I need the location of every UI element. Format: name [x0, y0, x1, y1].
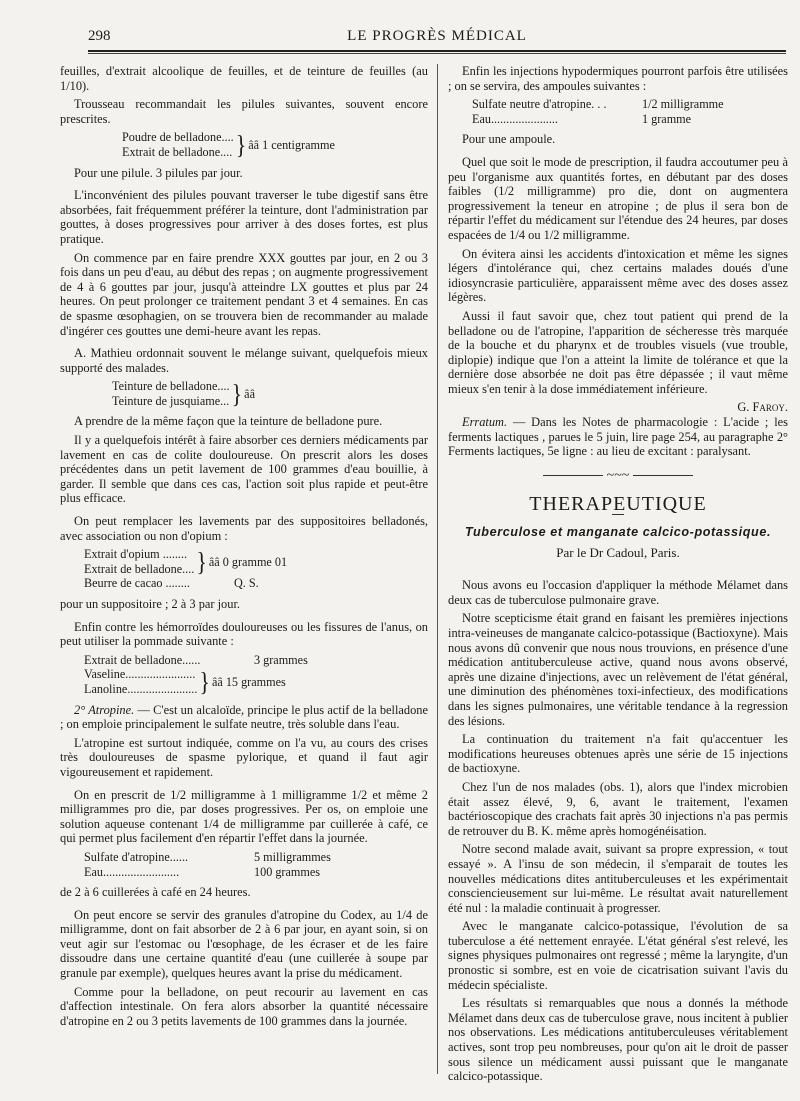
brace-glyph: }: [196, 546, 207, 577]
paragraph: On en prescrit de 1/2 milligramme à 1 milligramme 1/2 et même 2 milligrammes pro die, par doses progressives. Per os, on emploie une solution aqueuse contenant 1/4 de milligramme par cuillerée à café, ce qui permet plus facilement d'en répartir l'effet dans la journée.: [60, 787, 428, 846]
formula-ingredient: Sulfate neutre d'atropine. . .: [472, 97, 607, 112]
prescription-formula: [60, 850, 428, 879]
paragraph: pour un suppositoire ; 2 à 3 par jour.: [60, 597, 240, 611]
journal-title: LE PROGRÈS MÉDICAL: [347, 28, 527, 44]
author-signature: G. Faroy.: [737, 400, 788, 415]
paragraph: Il y a quelquefois intérêt à faire absorber ces derniers médicaments par lavement en cas de colite douloureuse. On prescrit alors les doses précédentes dans un petit lavement de 100 grammes d'eau bouillie, à garder. Il semble que dans ces cas, l'action soit plus rapide et peut-être plus efficace.: [60, 433, 428, 506]
erratum-lead: Erratum.: [462, 415, 508, 430]
left-column: [60, 64, 428, 1032]
page-number: 298: [88, 28, 111, 44]
paragraph: Les résultats si remarquables que nous a donnés la méthode Mélamet dans deux cas de tuberculose grave, nous incitent à publier nos observations. Les médications antituberculeuses véritablement actives, sont trop peu nombreuses, pour qu'on ait le droit de passer sous silence un médicament aussi puissant que le manganate calcico-potassique.: [448, 996, 788, 1084]
paragraph: Enfin contre les hémorroïdes douloureuses ou les fissures de l'anus, on peut utiliser la pommade suivante :: [60, 619, 428, 649]
paragraph: L'inconvénient des pilules pouvant traverser le tube digestif sans être absorbées, fait fréquemment préférer la teinture, dont l'administration par gouttes, à doses progressives pour arriver à des doses fortes, est plus pratique.: [60, 188, 428, 246]
formula-ingredient: Beurre de cacao ........: [84, 576, 190, 591]
paragraph: Comme pour la belladone, on peut recourir au lavement en cas d'affection intestinale. On fera alors absorber la quantité nécessaire d'atropine en 2 ou 3 petits lavements de 100 grammes dans la journée.: [60, 984, 428, 1028]
formula-quantity: 5 milligrammes: [254, 849, 331, 864]
formula-ingredient: Extrait de belladone......: [84, 652, 201, 667]
formula-ingredient: Lanoline.......................: [84, 681, 198, 696]
paragraph: L'atropine est surtout indiquée, comme on l'a vu, au cours des crises très douloureuses de spasme pylorique, et quand il faut agir vigoureusement et rapidement.: [60, 735, 428, 779]
paragraph: Avec le manganate calcico-potassique, l'évolution de sa tuberculose a été nettement enrayée. L'état général s'est relevé, les signes physiques pulmonaires ont regressé ; même la laryngite, d'un pronostic si sombre, est en voie de cicatrisation suivant l'avis du médecin spécialiste.: [448, 919, 788, 992]
paragraph: On peut remplacer les lavements par des suppositoires belladonés, avec association ou non d'opium :: [60, 514, 428, 543]
paragraph: Quel que soit le mode de prescription, il faudra accoutumer peu à peu l'organisme aux quantités fortes, en débutant par des doses faibles (1/2 milligramme) pro die, dont on augmentera progressivement la teneur en atropine ; de plus il sera bon de répartir l'effet du médicament sur l'étendue des 24 heures, par doses espacées de 1/4 ou 1/2 milligramme.: [448, 154, 788, 242]
paragraph: feuilles, d'extrait alcoolique de feuilles, et de teinture de feuilles (au 1/10).: [60, 64, 428, 93]
paragraph: On commence par en faire prendre XXX gouttes par jour, en 2 ou 3 fois dans un peu d'eau, au début des repas ; on augmente progressivement de 4 à 6 gouttes par jour, jusqu'à atteindre LX gouttes et plus par 24 heures. On peut prolonger ce traitement pendant 3 et 4 semaines. En cas de spasme œsophagien, on se trouvera bien de recommander au malade d'ingérer ces gouttes une demi-heure avant les repas.: [60, 250, 428, 338]
formula-quantity: 1 gramme: [642, 111, 692, 126]
paragraph: Pour une ampoule.: [462, 132, 556, 147]
formula-quantity: 3 grammes: [254, 652, 308, 667]
formula-quantity: 1/2 milligramme: [642, 97, 724, 112]
column-divider: [437, 64, 438, 1074]
prescription-formula: [60, 379, 428, 408]
paragraph: [60, 703, 428, 732]
paragraph: Enfin les injections hypodermiques pourront parfois être utilisées ; on se servira, des ampoules suivantes :: [448, 64, 788, 93]
paragraph: Trousseau recommandait les pilules suivantes, souvent encore prescrites.: [60, 97, 428, 126]
formula-ingredient: Extrait d'opium ........: [84, 547, 188, 562]
formula-quantity: ââ 15 grammes: [211, 674, 286, 689]
header-rule: [88, 50, 786, 52]
formula-ingredient: Sulfate d'atropine......: [84, 849, 189, 864]
formula-ingredient: Vaseline.......................: [84, 667, 196, 682]
paragraph: Aussi il faut savoir que, chez tout patient qui prend de la belladone ou de l'atropine, l'apparition de sécheresse très marquée de la bouche et du pharynx et de troubles visuels (vue trouble, diplopie) indique que l'on a atteint la limite de tolérance et que la dernière dose absorbée ne doit pas être dépassée ; il vaut même mieux s'en tenir à la dose immédiatement inférieure.: [448, 308, 788, 396]
paragraph: Notre second malade avait, suivant sa propre expression, « tout essayé ». A l'insu de son médecin, il s'emparait de toutes les nouvelles médications dites antituberculeuses et les expérimentait consciencieusement sur lui-même. Le résultat avait naturellement été nul : la maladie continuait à progresser.: [448, 842, 788, 915]
paragraph: A. Mathieu ordonnait souvent le mélange suivant, quelquefois mieux supporté des malades.: [60, 346, 428, 375]
paragraph: La continuation du traitement n'a fait qu'accentuer les modifications heureuses obtenues après une série de 15 injections de bactioxyne.: [448, 732, 788, 776]
header-rule-thin: [88, 53, 786, 54]
formula-ingredient: Extrait de belladone....: [122, 144, 233, 159]
formula-ingredient: Teinture de belladone....: [112, 379, 230, 394]
paragraph-text: — C'est un alcaloïde, principe le plus actif de la belladone ; on emploie principalement le sulfate neutre, très soluble dans l'eau.: [60, 702, 429, 732]
paragraph: Pour une pilule. 3 pilules par jour.: [74, 165, 243, 180]
paragraph: Nous avons eu l'occasion d'appliquer la méthode Mélamet dans deux cas de tuberculose pulmonaire grave.: [448, 578, 788, 607]
erratum-text: — Dans les Notes de pharmacologie : L'acide ; les ferments lactiques , parues le 5 juin, lire page 254, au paragraphe 2° Ferments lactiques, 5e ligne : au lieu de excitant : paralysant.: [448, 415, 788, 459]
formula-quantity: ââ: [244, 386, 255, 401]
ornament-rule: [543, 475, 603, 476]
section-title: THERAPEUTIQUE: [529, 493, 707, 516]
paragraph: Chez l'un de nos malades (obs. 1), alors que l'index microbien était assez élevé, 9, 6, avant le traitement, l'examen bactérioscopique des crachats fait après 30 injections n'a pas permis de retrouver du B. K. même après homogénéisation.: [448, 779, 788, 838]
ornament-squiggle: ~~~: [606, 467, 630, 483]
formula-ingredient: Poudre de belladone....: [122, 130, 234, 145]
prescription-formula: [60, 547, 428, 591]
ornament-rule: [633, 475, 693, 476]
formula-quantity: Q. S.: [234, 576, 259, 591]
brace-glyph: }: [235, 129, 247, 160]
paragraph-lead: 2° Atropine.: [74, 702, 135, 717]
paragraph: Notre scepticisme était grand en faisant les premières injections intra-veineuses de manganate calcico-potassique (Bactioxyne). Mais nous avons dû convenir que nous nous trouvions, en présence d'une médication antituberculeuse active, quand nous avons observé, après une dizaine d'injections, avec un relèvement de l'état général, une diminution des phénomènes toxi-infectieux, des modifications dans les signes pulmonaires, une véritable tendance à la regression des lésions.: [448, 611, 788, 728]
page-header: [88, 28, 786, 50]
formula-quantity: ââ 1 centigramme: [248, 137, 335, 152]
prescription-formula: [60, 130, 428, 159]
formula-ingredient: Eau......................: [472, 111, 558, 126]
paragraph: On évitera ainsi les accidents d'intoxication et même les signes légers d'intolérance qui, chez certains malades doués d'une idiosyncrasie particulière, apparaissent même avec des doses assez légères.: [448, 246, 788, 305]
formula-quantity: ââ 0 gramme 01: [208, 554, 288, 569]
right-column: [448, 64, 788, 1088]
formula-ingredient: Teinture de jusquiame...: [112, 393, 230, 408]
formula-ingredient: Extrait de belladone....: [84, 561, 195, 576]
paragraph: A prendre de la même façon que la teinture de belladone pure.: [74, 414, 383, 429]
article-title: Tuberculose et manganate calcico-potassique.: [464, 525, 772, 540]
erratum-note: [448, 415, 788, 459]
prescription-formula: [60, 653, 428, 697]
brace-glyph: }: [231, 378, 243, 409]
section-ornament: [448, 469, 788, 484]
prescription-formula: [448, 97, 788, 126]
formula-ingredient: Eau.........................: [84, 864, 180, 879]
paragraph: On peut encore se servir des granules d'atropine du Codex, au 1/4 de milligramme, dont on fait absorber de 2 à 6 par jour, en ayant soin, si on veut agir sur l'estomac ou l'œsophage, de les écraser et de les faire dissoudre dans une certaine quantité d'eau (une cuillerée à soupe par granule par exemple), quelques heures avant la prise du médicament.: [60, 907, 428, 981]
brace-glyph: }: [199, 666, 210, 697]
paragraph: de 2 à 6 cuillerées à café en 24 heures.: [60, 885, 251, 900]
article-byline: Par le Dr Cadoul, Paris.: [556, 544, 680, 560]
formula-quantity: 100 grammes: [254, 864, 321, 879]
